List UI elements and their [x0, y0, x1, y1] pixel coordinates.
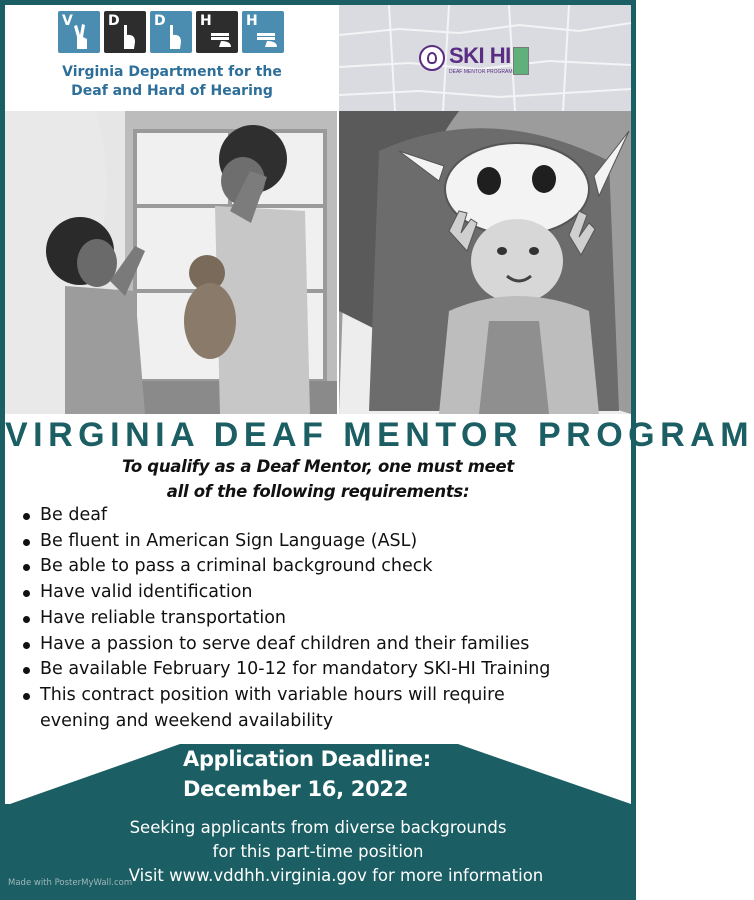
list-item — [22, 683, 622, 734]
info-line2: for this part-time position — [212, 842, 424, 861]
children-signing-illustration — [5, 111, 337, 414]
list-item-line2: evening and weekend availability — [40, 710, 334, 731]
org-name-line2: Deaf and Hard of Hearing — [71, 83, 273, 99]
children-signing-photo — [5, 111, 337, 414]
logo-tile-h2: H — [242, 11, 284, 53]
logo-tile-v: V — [58, 11, 100, 53]
skihi-logo-subtext: DEAF MENTOR PROGRAM — [449, 69, 513, 75]
list-item: Have valid identification — [22, 580, 622, 606]
hand-sign-icon — [209, 23, 235, 49]
deadline-date: December 16, 2022 — [183, 777, 409, 801]
logo-tiles — [58, 11, 284, 53]
list-item: Have reliable transportation — [22, 606, 622, 632]
logo-tile-d1: D — [104, 11, 146, 53]
hand-sign-icon — [255, 23, 281, 49]
subtitle-line2: all of the following requirements: — [166, 482, 470, 501]
hand-sign-icon — [117, 23, 141, 51]
skihi-emblem-icon — [419, 45, 445, 71]
list-item-line1: This contract position with variable hours will require — [40, 684, 505, 705]
baby-in-costume-illustration — [339, 111, 631, 414]
skihi-logo — [419, 43, 529, 85]
list-item: Have a passion to serve deaf children and their families — [22, 632, 622, 658]
skihi-logo-text: SKI HI — [449, 43, 511, 68]
subtitle-line1: To qualify as a Deaf Mentor, one must meet — [122, 457, 514, 476]
hand-sign-icon — [163, 23, 187, 51]
partner-logo-area — [339, 5, 631, 111]
watermark: Made with PosterMyWall.com — [8, 878, 133, 888]
logo-tile-d2: D — [150, 11, 192, 53]
baby-signing-photo — [339, 111, 631, 414]
list-item: Be fluent in American Sign Language (ASL) — [22, 529, 622, 555]
list-item: Be available February 10-12 for mandatory SKI-HI Training — [22, 657, 622, 683]
page-title: VIRGINIA DEAF MENTOR PROGRAM — [5, 416, 754, 454]
website-link[interactable]: Visit www.vddhh.virginia.gov for more information — [128, 866, 544, 885]
utah-state-icon — [513, 47, 529, 75]
list-item: Be able to pass a criminal background check — [22, 554, 622, 580]
list-item: Be deaf — [22, 503, 622, 529]
info-line1: Seeking applicants from diverse backgrounds — [129, 818, 507, 837]
logo-tile-h1: H — [196, 11, 238, 53]
hand-sign-icon — [71, 23, 95, 51]
requirements-list — [22, 503, 622, 734]
deadline-label: Application Deadline: — [183, 747, 431, 771]
org-name-line1: Virginia Department for the — [62, 64, 282, 80]
vddhh-logo — [5, 5, 339, 111]
